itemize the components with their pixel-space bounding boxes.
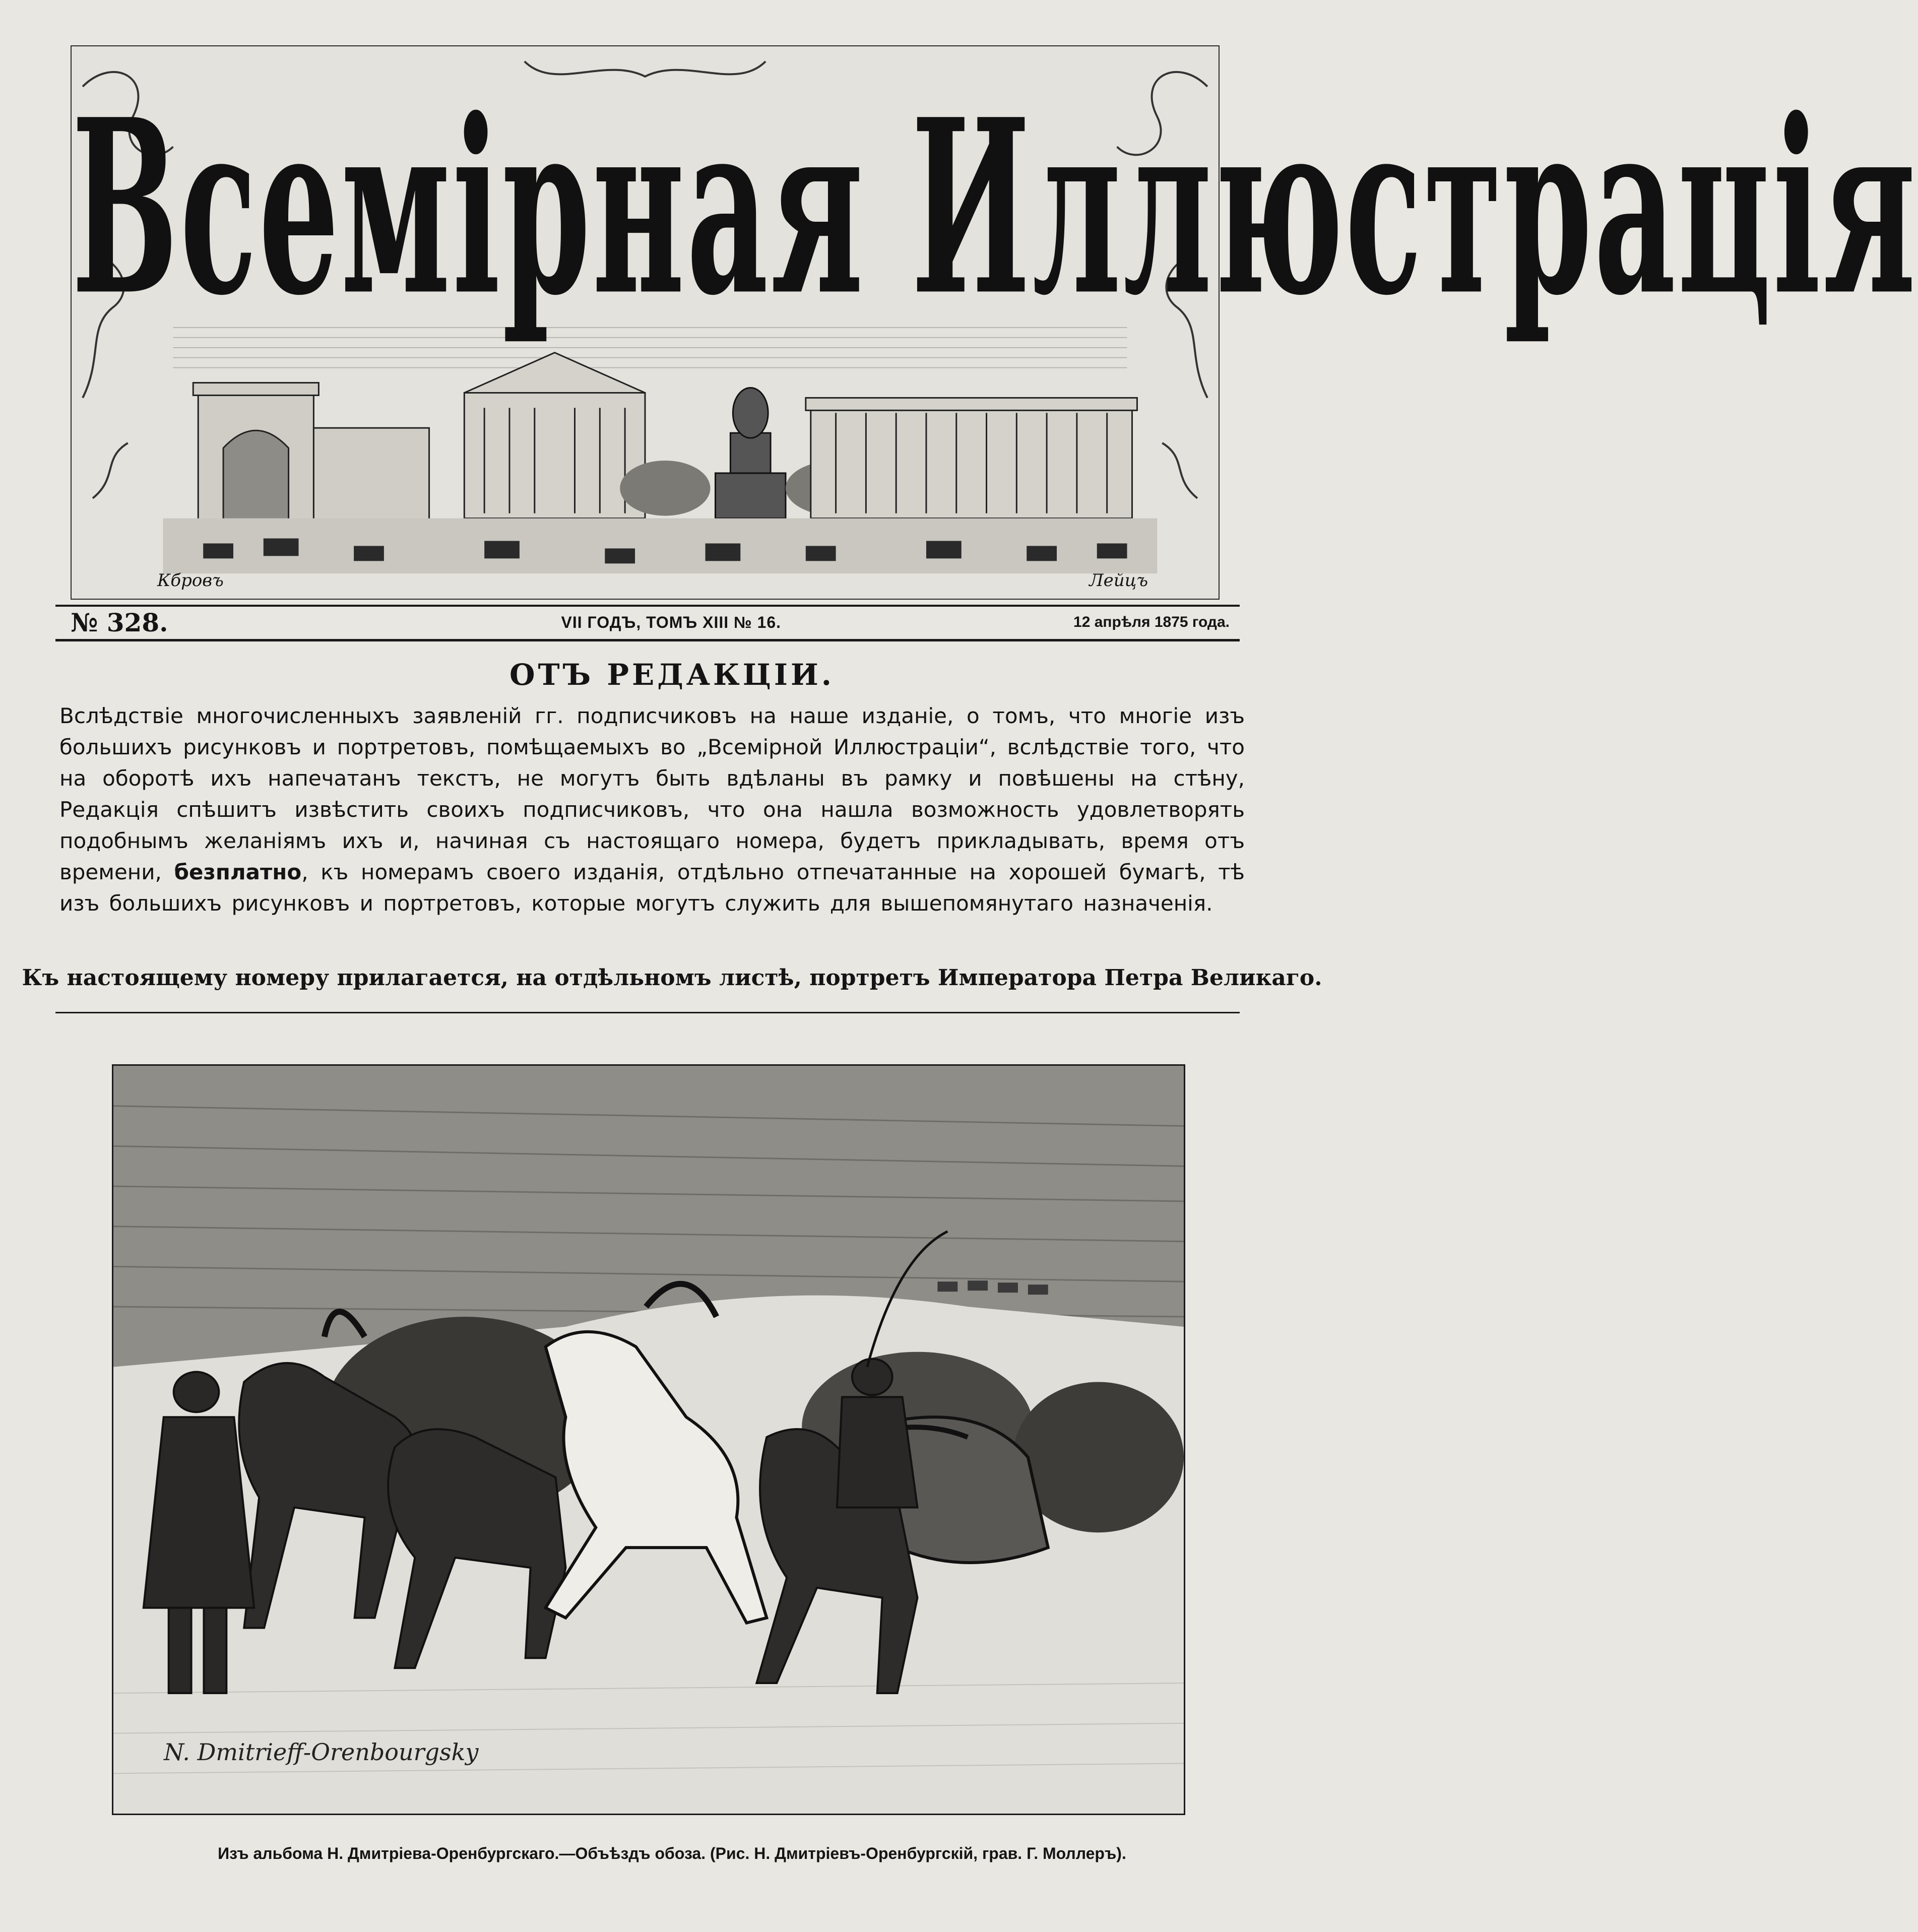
sleigh-scene bbox=[113, 1066, 1184, 1814]
editorial-body bbox=[59, 700, 1245, 919]
editorial-text-2: , къ номерамъ своего изданія, отдѣльно отпечатанные на хорошей бумагѣ, тѣ изъ большихъ рисунковъ и портретовъ, которые могутъ служить для вышепомянутаго назначенія. bbox=[59, 860, 1245, 916]
artist-signature: N. Dmitrieff-Orenbourgsky bbox=[164, 1738, 479, 1766]
issue-volume: VII ГОДЪ, ТОМЪ XIII № 16. bbox=[561, 613, 782, 631]
illustration-caption: Изъ альбома Н. Дмитріева-Оренбургскаго.—Объѣздъ обоза. (Рис. Н. Дмитріевъ-Оренбургскій, грав. Г. Моллеръ). bbox=[218, 1844, 1126, 1862]
engraver-signature-left: Кбровъ bbox=[157, 570, 224, 591]
masthead-title: Всемірная Иллюстрація bbox=[72, 67, 1918, 348]
top-rule bbox=[55, 605, 1240, 607]
issue-date: 12 апрѣля 1875 года. bbox=[1073, 614, 1230, 630]
engraver-signature-right: Лейцъ bbox=[1089, 570, 1148, 591]
bottom-rule bbox=[55, 639, 1240, 641]
editorial-text-bold: безплатно bbox=[174, 860, 302, 884]
editorial-text-1: Вслѣдствіе многочисленныхъ заявленій гг. подписчиковъ на наше изданіе, о томъ, что многіе изъ большихъ рисунковъ и портретовъ, помѣщаемыхъ во „Всемірной Иллюстраціи“, вслѣдствіе того, что на оборотѣ ихъ напечатанъ текстъ, не могутъ быть вдѣланы въ рамку и повѣшены на стѣну, Редакція спѣшитъ извѣстить своихъ подписчиковъ, что она нашла возможность удовлетворять подобнымъ желаніямъ ихъ и, начиная съ настоящаго номера, будетъ прикладывать, время отъ времени, bbox=[59, 703, 1245, 884]
engraving-illustration bbox=[112, 1064, 1185, 1815]
issue-line bbox=[55, 607, 1240, 637]
supplement-notice: Къ настоящему номеру прилагается, на отдѣльномъ листѣ, портретъ Императора Петра Великаго. bbox=[22, 965, 1322, 991]
issue-number: № 328. bbox=[71, 607, 168, 637]
editorial-heading: ОТЪ РЕДАКЦІИ. bbox=[509, 658, 835, 692]
section-rule bbox=[55, 1012, 1240, 1013]
masthead bbox=[71, 45, 1918, 600]
